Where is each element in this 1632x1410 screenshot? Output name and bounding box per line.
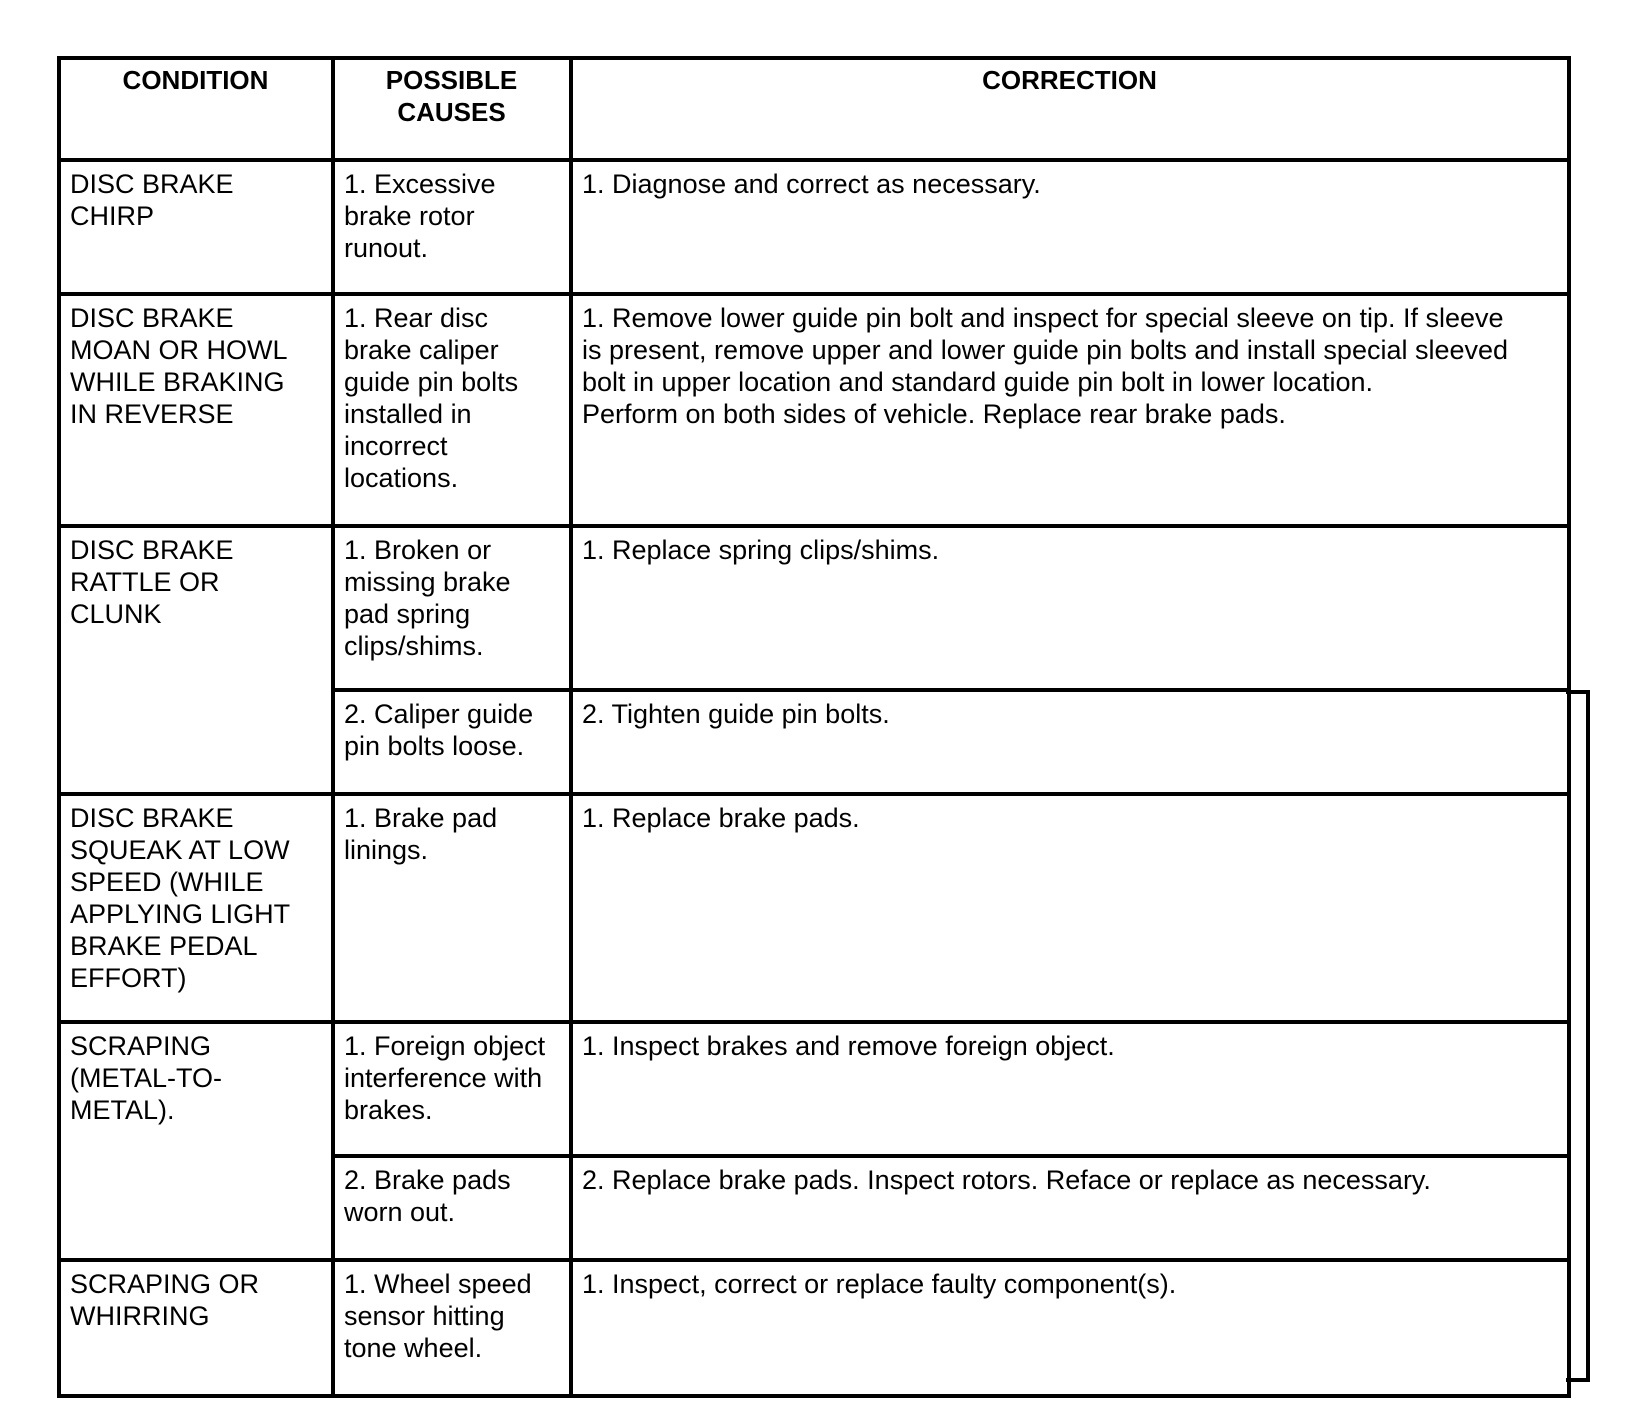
condition-cell: DISC BRAKE MOAN OR HOWL WHILE BRAKING IN REVERSE	[59, 294, 333, 526]
header-condition: CONDITION	[59, 58, 333, 160]
cause-cell: 1. Foreign object interference with brakes.	[333, 1022, 571, 1156]
correction-cell: 1. Replace spring clips/shims.	[571, 526, 1569, 690]
cause-cell: 1. Brake pad linings.	[333, 794, 571, 1022]
header-possible-causes: POSSIBLE CAUSES	[333, 58, 571, 160]
border-offset-bottom	[1566, 1378, 1590, 1382]
cause-cell: 2. Brake pads worn out.	[333, 1156, 571, 1260]
diagnosis-sheet	[57, 56, 1632, 1398]
correction-cell: 1. Remove lower guide pin bolt and inspect for special sleeve on tip. If sleeve is present, remove upper and lower guide pin bolts and install special sleeved bolt in upper location and standard guide pin bolt in lower location. Perform on both sides of vehicle. Replace rear brake pads.	[571, 294, 1569, 526]
correction-cell: 2. Tighten guide pin bolts.	[571, 690, 1569, 794]
correction-cell: 1. Inspect, correct or replace faulty component(s).	[571, 1260, 1569, 1396]
cause-cell: 1. Wheel speed sensor hitting tone wheel.	[333, 1260, 571, 1396]
cause-cell: 1. Broken or missing brake pad spring clips/shims.	[333, 526, 571, 690]
condition-cell: SCRAPING (METAL-TO- METAL).	[59, 1022, 333, 1260]
correction-cell: 1. Inspect brakes and remove foreign object.	[571, 1022, 1569, 1156]
table-row	[59, 1260, 1569, 1396]
table-row	[59, 526, 1569, 690]
table-row	[59, 294, 1569, 526]
condition-cell: DISC BRAKE CHIRP	[59, 160, 333, 294]
cause-cell: 1. Rear disc brake caliper guide pin bolts installed in incorrect locations.	[333, 294, 571, 526]
cause-cell: 1. Excessive brake rotor runout.	[333, 160, 571, 294]
brake-diagnosis-table	[57, 56, 1571, 1398]
table-row	[59, 1022, 1569, 1156]
header-correction: CORRECTION	[571, 58, 1569, 160]
correction-cell: 1. Diagnose and correct as necessary.	[571, 160, 1569, 294]
condition-cell: SCRAPING OR WHIRRING	[59, 1260, 333, 1396]
cause-cell: 2. Caliper guide pin bolts loose.	[333, 690, 571, 794]
correction-cell: 2. Replace brake pads. Inspect rotors. Reface or replace as necessary.	[571, 1156, 1569, 1260]
condition-cell: DISC BRAKE SQUEAK AT LOW SPEED (WHILE APPLYING LIGHT BRAKE PEDAL EFFORT)	[59, 794, 333, 1022]
header-row	[59, 58, 1569, 160]
table-row	[59, 794, 1569, 1022]
table-row	[59, 160, 1569, 294]
correction-cell: 1. Replace brake pads.	[571, 794, 1569, 1022]
condition-cell: DISC BRAKE RATTLE OR CLUNK	[59, 526, 333, 794]
border-offset-right	[1586, 690, 1590, 1382]
